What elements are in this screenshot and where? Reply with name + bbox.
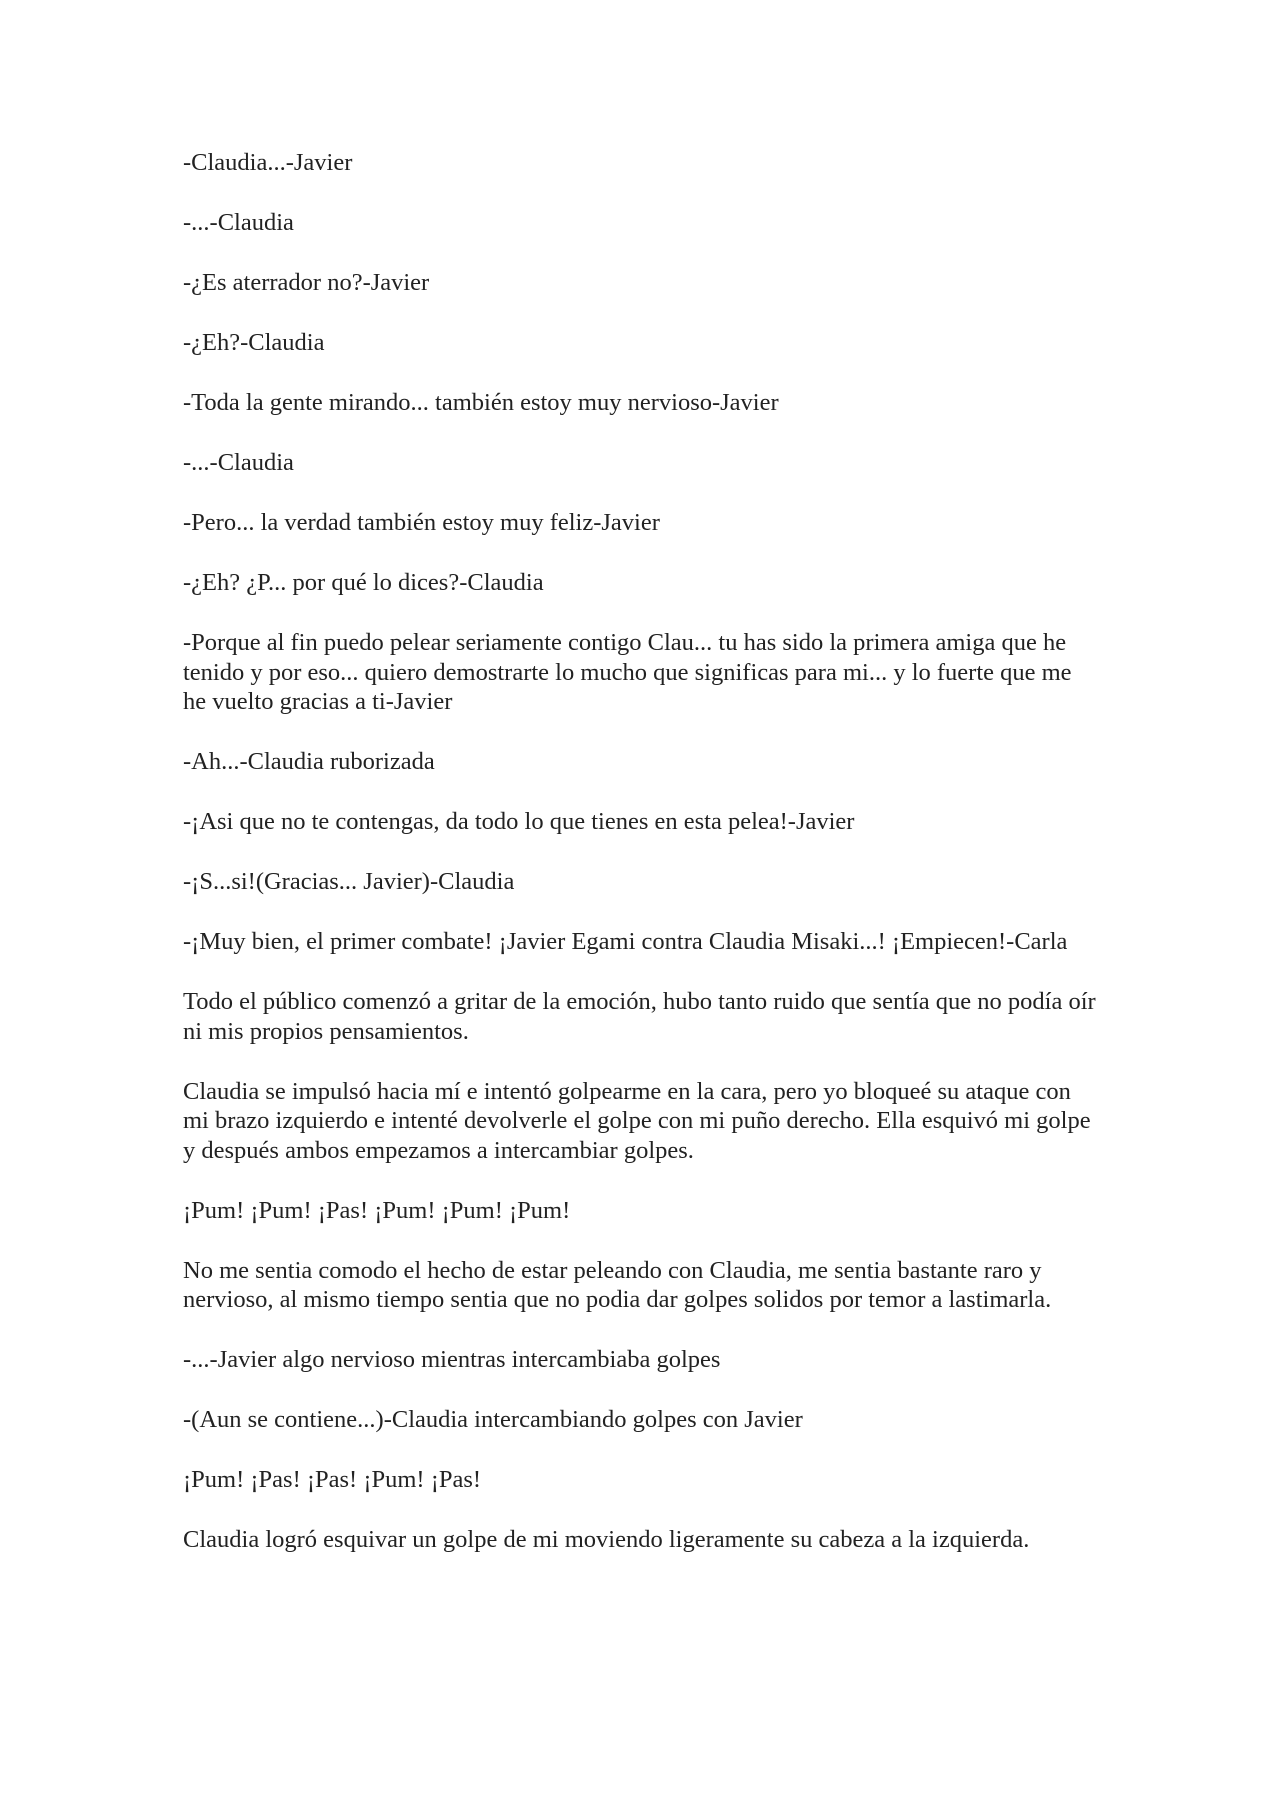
dialogue-line: -¿Eh? ¿P... por qué lo dices?-Claudia (183, 569, 544, 596)
dialogue-line: -...-Claudia (183, 449, 294, 476)
dialogue-line: -¡S...si!(Gracias... Javier)-Claudia (183, 868, 515, 895)
dialogue-line: -...-Claudia (183, 209, 294, 236)
narration-paragraph: Claudia logró esquivar un golpe de mi moviendo ligeramente su cabeza a la izquierda. (183, 1526, 1030, 1553)
narration-paragraph: Claudia se impulsó hacia mí e intentó golpearme en la cara, pero yo bloqueé su ataque con mi brazo izquierdo e intenté devolverle el golpe con mi puño derecho. Ella esquivó mi golpe y después ambos empezamos a intercambiar golpes. (183, 1077, 1091, 1164)
dialogue-line: -¡Muy bien, el primer combate! ¡Javier Egami contra Claudia Misaki...! ¡Empiecen!-Carla (183, 928, 1068, 955)
dialogue-line: -Porque al fin puedo pelear seriamente contigo Clau... tu has sido la primera amiga que he tenido y por eso... quiero demostrarte lo mucho que significas para mi... y lo fuerte que me he vuelto gracias a ti-Javier (183, 629, 1072, 715)
dialogue-line: -¿Eh?-Claudia (183, 329, 325, 356)
narration-paragraph: Todo el público comenzó a gritar de la emoción, hubo tanto ruido que sentía que no podía oír ni mis propios pensamientos. (183, 988, 1096, 1045)
dialogue-line: -Ah...-Claudia ruborizada (183, 748, 435, 775)
dialogue-line: -Pero... la verdad también estoy muy feliz-Javier (183, 509, 660, 536)
dialogue-line: -...-Javier algo nervioso mientras intercambiaba golpes (183, 1346, 721, 1373)
dialogue-line: -¿Es aterrador no?-Javier (183, 269, 430, 296)
sound-effect-line: ¡Pum! ¡Pas! ¡Pas! ¡Pum! ¡Pas! (183, 1466, 482, 1493)
dialogue-line: -Claudia...-Javier (183, 149, 353, 176)
narration-paragraph: No me sentia comodo el hecho de estar peleando con Claudia, me sentia bastante raro y nervioso, al mismo tiempo sentia que no podia dar golpes solidos por temor a lastimarla. (183, 1256, 1052, 1313)
dialogue-line: -(Aun se contiene...)-Claudia intercambiando golpes con Javier (183, 1406, 803, 1433)
sound-effect-line: ¡Pum! ¡Pum! ¡Pas! ¡Pum! ¡Pum! ¡Pum! (183, 1196, 571, 1224)
dialogue-line: -Toda la gente mirando... también estoy muy nervioso-Javier (183, 389, 779, 416)
dialogue-line: -¡Asi que no te contengas, da todo lo que tienes en esta pelea!-Javier (183, 808, 855, 835)
document-body (183, 148, 1098, 1585)
